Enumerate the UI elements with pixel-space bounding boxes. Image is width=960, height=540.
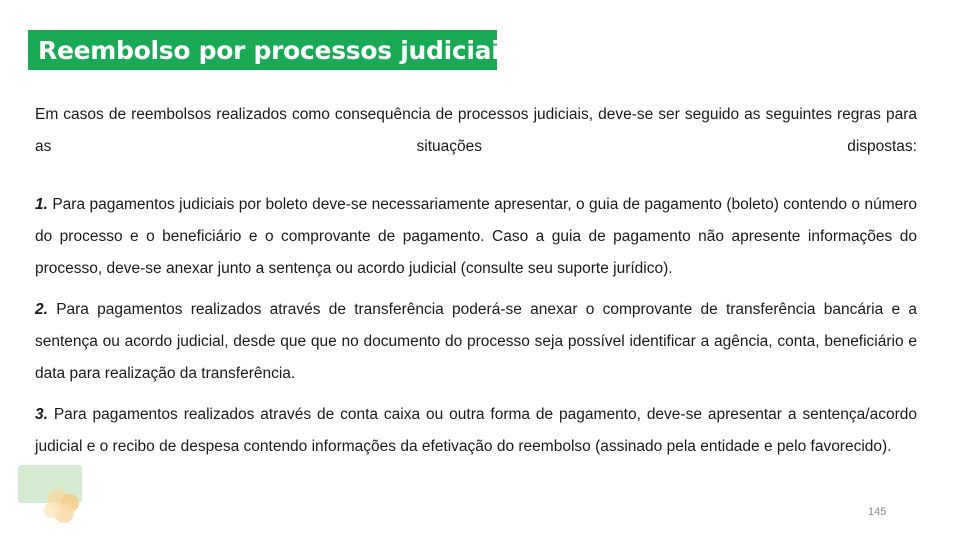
intro-paragraph: Em casos de reembolsos realizados como consequência de processos judiciais, deve-se ser seguido as seguintes regras para as situações dispostas: — [35, 106, 917, 155]
page-number: 145 — [868, 506, 887, 518]
rule-number: 1. — [35, 196, 48, 213]
rule-text: Para pagamentos realizados através de transferência poderá-se anexar o comprovante de transferência bancária e a sentença ou acordo judicial, desde que que no documento do processo seja possível identificar a agência, conta, beneficiário e data para realização da transferência. — [35, 301, 917, 382]
body-content — [35, 99, 917, 463]
page-title: Reembolso por processos judiciais — [38, 35, 515, 65]
rule-paragraph-1 — [35, 189, 917, 285]
rule-number: 3. — [35, 406, 48, 423]
rule-paragraph-2 — [35, 294, 917, 390]
rule-paragraph-3 — [35, 399, 917, 463]
rule-text: Para pagamentos judiciais por boleto deve-se necessariamente apresentar, o guia de pagamento (boleto) contendo o número do processo e o beneficiário e o comprovante de pagamento. Caso a guia de pagamento não apresente informações do processo, deve-se anexar junto a sentença ou acordo judicial (consulte seu suporte jurídico). — [35, 196, 918, 277]
brand-logo-icon — [16, 463, 86, 525]
rule-text: Para pagamentos realizados através de conta caixa ou outra forma de pagamento, deve-se apresentar a sentença/acordo judicial e o recibo de despesa contendo informações da efetivação do reembolso (assinado pela entidade e pelo favorecido). — [35, 406, 917, 455]
rule-number: 2. — [35, 301, 48, 318]
title-banner — [28, 30, 515, 70]
